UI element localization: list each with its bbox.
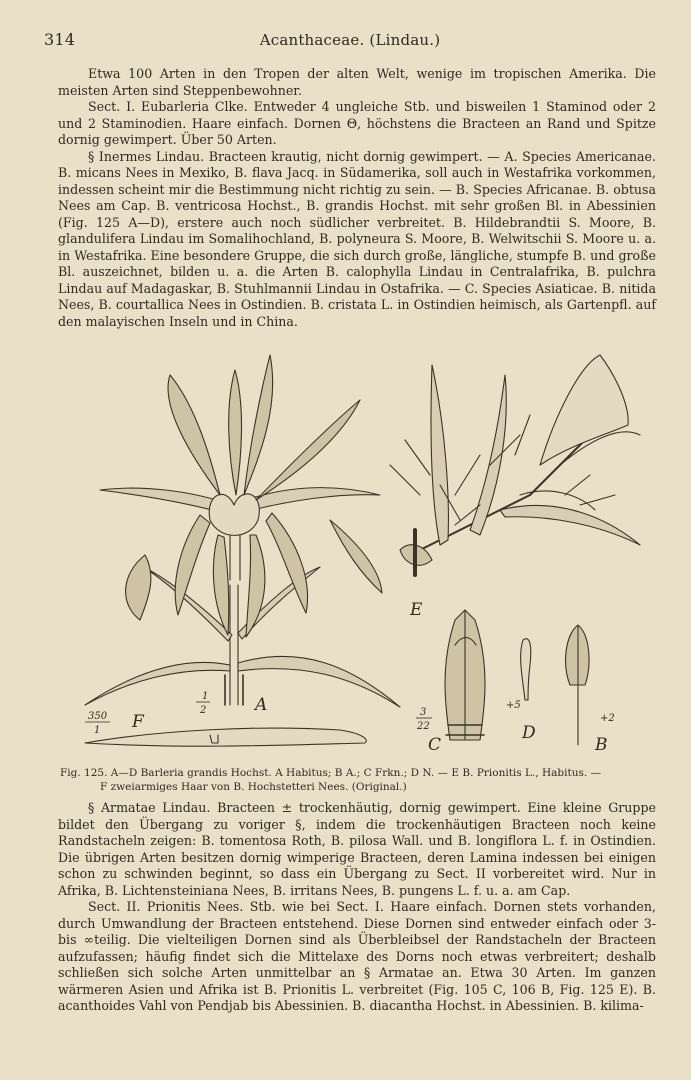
paragraph-inermes: § Inermes Lindau. Bracteen krautig, nicht dornig gewimpert. — A. Species Americanae. B. micans Nees in Mexiko, B. flava Jacq. in Südamerika, soll auch in Westafrika vorkommen, indessen scheint mir die Bestimmung nicht richtig zu sein. — B. Species Africanae. B. obtusa Nees am Cap. B. ventricosa Hochst., B. grandis Hochst. mit sehr großen Bl. in Abessinien (Fig. 125 A—D), erstere auch noch südlicher verbreitet. B. Hildebrandtii S. Moore, B. glandulifera Lindau im Somalihochland, B. polyneura S. Moore, B. Welwitschii S. Moore u. a. in Westafrika. Eine besondere Gruppe, die sich durch große, längliche, stumpfe B. und große Bl. auszeichnet, bilden u. a. die Arten B. calophylla Lindau in Centralafrika, B. pulchra Lindau auf Madagaskar, B. Stuhlmannii Lindau in Ostafrika. — C. Species Asiaticae. B. nitida Nees, B. courtallica Nees in Ostindien. B. cristata L. in Ostindien heimisch, als Gartenpfl. auf den malayischen Inseln und in China. xyxy=(58,148,656,329)
label-d: D xyxy=(522,723,536,743)
anther-drawing-b xyxy=(566,625,589,745)
scale-a-num: 1 xyxy=(202,691,209,702)
paragraph-sect-2: Sect. II. Prionitis Nees. Stb. wie bei Sect. I. Haare einfach. Dornen stets vorhanden, durch Umwandlung der Bracteen entstehend. Diese Dornen sind entweder einfach oder 3-bis ∞teilig. Die vielteiligen Dornen sind als Überbleibsel der Randstacheln der Bracteen aufzufassen; häufig findet sich die Mittelaxe des Dorns noch etwas verbreitert; deshalb schließen sich solche Arten unmittelbar an § Armatae an. Etwa 30 Arten. Im ganzen wärmeren Asien und Afrika ist B. Prionitis L. verbreitet (Fig. 105 C, 106 B, Fig. 125 E). B. acanthoides Vahl von Pendjab bis Abessinien. B. diacantha Hochst. in Abessinien. B. kilima- xyxy=(58,899,656,1013)
page-number: 314 xyxy=(44,30,76,49)
hair-drawing-f xyxy=(85,728,366,746)
paragraph-armatae: § Armatae Lindau. Bracteen ± trockenhäutig, dornig gewimpert. Eine kleine Gruppe bildet den Übergang zu voriger §, indem die trockenhäutigen Bracteen noch keine Randstacheln zeigen: B. tomentosa Roth, B. pilosa Wall. und B. longiflora L. f. in Ostindien. Die übrigen Arten besitzen dornig wimperige Bracteen, deren Lamina indessen bei einigen schon zu schwinden beginnt, so dass ein Übergang zu Sect. II vorbereitet wird. Nur in Afrika, B. Lichtensteiniana Nees, B. irritans Nees, B. pungens L. f. u. a. am Cap. xyxy=(58,800,656,898)
habit-drawing-e xyxy=(390,355,640,575)
scale-d: +5 xyxy=(506,700,521,711)
label-b: B xyxy=(595,735,608,755)
scale-b: +2 xyxy=(600,713,615,724)
paragraph-sect-1: Sect. I. Eubarleria Clke. Entweder 4 ungleiche Stb. und bisweilen 1 Staminod oder 2 und 2 Staminodien. Haare einfach. Dornen Θ, höchstens die Bracteen an Rand und Spitze dornig gewimpert. Über 50 Arten. xyxy=(58,99,656,147)
figure-caption xyxy=(60,766,658,794)
paragraph-intro: Etwa 100 Arten in den Tropen der alten Welt, wenige im tropischen Amerika. Die meisten Arten sind Steppenbewohner. xyxy=(58,66,656,98)
stigma-drawing-d xyxy=(521,639,531,700)
caption-line-2: F zweiarmiges Haar von B. Hochstetteri Nees. (Original.) xyxy=(100,781,407,793)
scale-a-den: 2 xyxy=(200,705,207,716)
scale-c-num: 3 xyxy=(420,707,427,718)
body-text-bottom xyxy=(58,800,656,1015)
scale-f-den: 1 xyxy=(94,725,101,736)
label-a: A xyxy=(255,695,268,715)
label-e: E xyxy=(410,600,423,620)
ovary-drawing-c xyxy=(445,610,485,740)
label-c: C xyxy=(428,735,442,755)
scale-f-num: 350 xyxy=(88,711,108,722)
figure-125-illustration xyxy=(60,345,660,763)
scale-c-den: 22 xyxy=(417,721,430,732)
caption-line-1: Fig. 125. A—D Barleria grandis Hochst. A Habitus; B A.; C Frkn.; D N. — E B. Prionitis L., Habitus. — xyxy=(60,767,602,779)
label-f: F xyxy=(132,712,144,732)
habit-drawing-a xyxy=(85,355,400,707)
body-text-top xyxy=(58,66,656,330)
running-title: Acanthaceae. (Lindau.) xyxy=(259,31,441,49)
